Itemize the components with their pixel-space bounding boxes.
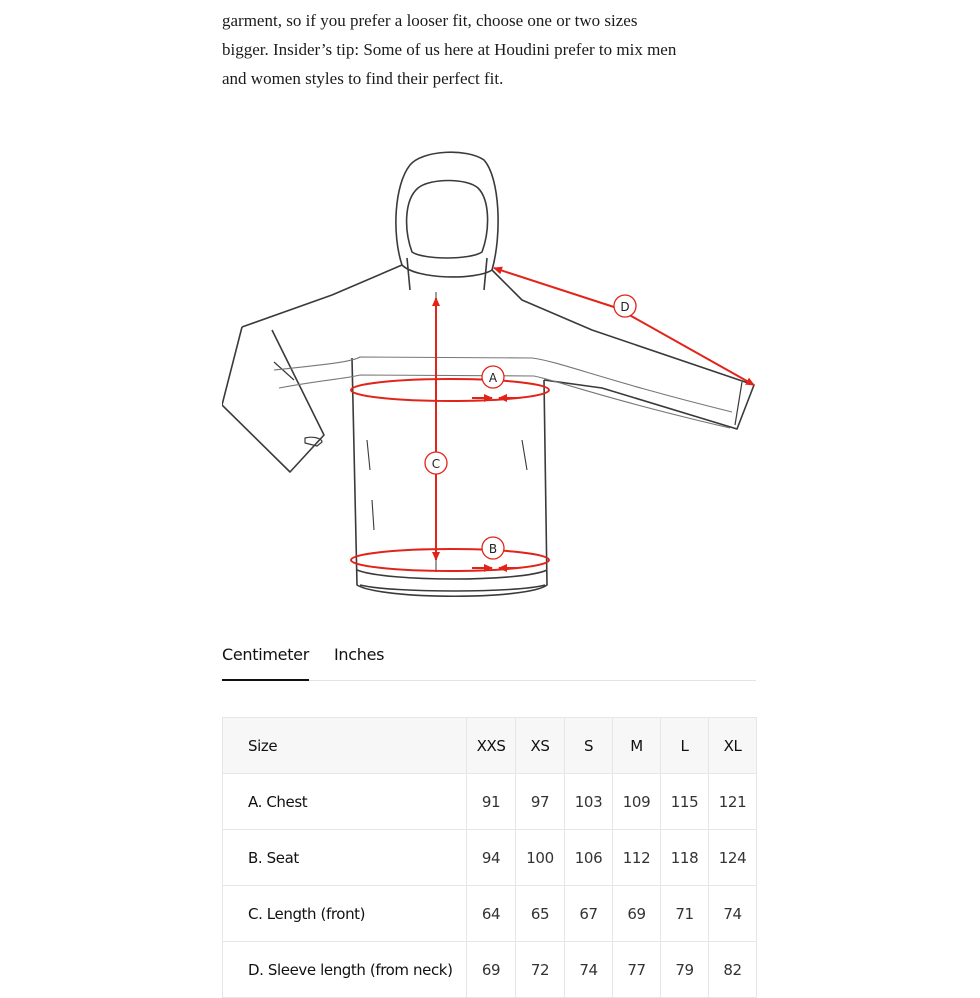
table-cell: 115 [661,774,709,830]
header-size: Size [223,718,467,774]
table-row [223,886,757,942]
table-cell: 77 [613,942,661,998]
table-cell: 112 [613,830,661,886]
table-cell: 64 [467,886,516,942]
unit-tabs [222,640,756,681]
jacket-measurement-diagram [222,140,756,610]
table-cell: 69 [613,886,661,942]
header-l: L [661,718,709,774]
table-cell: 121 [709,774,757,830]
sleeve-measurement-line [617,308,754,385]
header-xs: XS [516,718,565,774]
size-guide [222,0,756,979]
table-cell: 72 [516,942,565,998]
tab-inches[interactable]: Inches [334,645,385,664]
row-label: C. Length (front) [223,886,467,942]
table-cell: 74 [565,942,613,998]
table-cell: 82 [709,942,757,998]
seat-measurement-line [351,549,549,571]
table-cell: 97 [516,774,565,830]
table-cell: 124 [709,830,757,886]
label-badge-b [482,537,504,559]
row-label: D. Sleeve length (from neck) [223,942,467,998]
header-xl: XL [709,718,757,774]
table-cell: 106 [565,830,613,886]
row-label: A. Chest [223,774,467,830]
table-row [223,942,757,998]
table-cell: 74 [709,886,757,942]
tab-centimeter[interactable]: Centimeter [222,644,309,680]
label-badge-c [425,452,447,474]
label-a: A [488,371,498,385]
intro-line: garment, so if you prefer a looser fit, choose one or two sizes [222,11,638,30]
table-row [223,830,757,886]
intro-line: and women styles to find their perfect fit. [222,69,504,88]
table-cell: 100 [516,830,565,886]
table-cell: 69 [467,942,516,998]
table-cell: 71 [661,886,709,942]
header-m: M [613,718,661,774]
row-label: B. Seat [223,830,467,886]
label-badge-d [614,295,636,317]
label-b: B [488,542,498,556]
table-cell: 91 [467,774,516,830]
table-header-row [223,718,757,774]
table-row [223,774,757,830]
fit-advice-text [222,6,756,93]
table-cell: 65 [516,886,565,942]
label-badge-a [482,366,504,388]
label-c: C [431,457,441,471]
jacket-illustration [222,140,756,610]
header-xxs: XXS [467,718,516,774]
table-cell: 67 [565,886,613,942]
size-chart-table [222,717,757,998]
label-d: D [620,300,630,314]
table-cell: 79 [661,942,709,998]
table-cell: 103 [565,774,613,830]
header-s: S [565,718,613,774]
intro-line: bigger. Insider’s tip: Some of us here at Houdini prefer to mix men [222,40,677,59]
table-cell: 94 [467,830,516,886]
table-cell: 118 [661,830,709,886]
table-cell: 109 [613,774,661,830]
chest-measurement-line [351,379,549,401]
